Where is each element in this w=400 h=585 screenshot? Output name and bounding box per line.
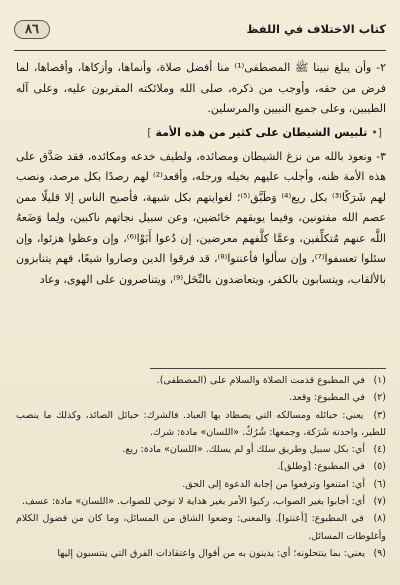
page-header	[14, 8, 386, 50]
footnotes	[16, 372, 386, 562]
footnote-text: في المطبوع: [أعنتوا]. والمعنى: وضعوا الشاق من المسائل، وما كان من فضول الكلام وأغلوطات المسائل.	[16, 513, 386, 542]
footnote-number: (٨)	[373, 513, 386, 525]
footnote-number: (٩)	[373, 547, 386, 559]
footnote	[16, 510, 386, 545]
footnote-text: أي: أجابوا بغير الصواب، ركبوا الأمر بغير هداية لا توخي للصواب. «اللسان» مادة: عسف.	[21, 496, 365, 508]
footnote-number: (٧)	[373, 496, 386, 508]
footnote-text: يعني: حبائله ومسالكه التي يصطاد بها العباد. فالشرك: حبائل الصائد، وكذلك ما ينصب للطير، واحدته شَرَكة، وجمعها: شُرُكٌ. «اللسان» مادة: شرك.	[16, 409, 386, 438]
footnote	[16, 458, 386, 475]
footnote-text: أي: امتنعوا وترفعوا من إجابة الدعوة إلى الحق.	[182, 478, 365, 490]
page-number: ٨٦	[14, 20, 50, 39]
footnote-text: في المطبوع: [وطلق].	[277, 461, 365, 473]
paragraph-3: ٣- ونعوذ بالله من نزغ الشيطان ومصائده، ولطيف خدعه ومكائده، فقد صَدَّق على هذه الأمة ظنه، وأجلب عليهم بخيله ورجله، وأقعد⁽²⁾ لهم رصدًا بكل مرصد، ونصب لهم شَرَكًا⁽³⁾ بكل ريع⁽⁴⁾ وَطَبَّق⁽⁵⁾؛ لغوايتهم بكل شبهة، فأصبح الناس إلا قليلًا ممن عصم الله مفتونين، وفيما يوبقهم خائضين، وعن سبيل نجاتهم ناكبين، ولِما وَضَعهُ اللَّه عنهم مُتكلِّفين، وعمَّا كلَّفهم معرضين، إن دُعوا أَبَوْا⁽⁶⁾، وإن وعظوا هزئوا، وإن سئلوا تعسفوا⁽⁷⁾، وإن سألوا فأعنتوا⁽⁸⁾، قد فرقوا الدين وصاروا شيعًا، فهم يتنابزون بالألقاب، ويتسابون بالكفر، ويتعاضدون بالنِّحَل⁽⁹⁾، ويتناصرون على الهوى، وعاد	[16, 149, 387, 286]
footnote-number: (٤)	[373, 444, 386, 456]
footnote	[16, 441, 386, 458]
footnote	[16, 476, 386, 493]
footnote	[16, 389, 386, 406]
footnote-text: في المطبوع: وقعد.	[289, 392, 365, 404]
section-heading	[16, 123, 386, 143]
footnote-text: يعني: بما ينتحلونه؛ أي: يدينون به من أقوال واعتقادات الفرق التي ينتسبون إليها	[57, 547, 365, 559]
footnote	[16, 545, 386, 562]
footnote-number: (٦)	[373, 478, 386, 490]
header-divider	[14, 50, 386, 51]
footnote	[16, 372, 386, 389]
footnote-text: في المطبوع قدمت الصلاة والسلام على (المصطفى).	[156, 375, 365, 386]
running-title: كتاب الاختلاف في اللفظ	[246, 22, 386, 36]
footnote-number: (٢)	[373, 392, 386, 404]
footnote-number: (٣)	[373, 409, 386, 421]
heading-close-bracket: ]	[147, 125, 152, 139]
section-heading-text: تلبيس الشيطان على كثير من هذه الأمة	[155, 125, 368, 139]
footnote	[16, 407, 386, 442]
footnote-number: (١)	[373, 375, 386, 386]
footnote-text: أي: بكل سبيل وطريق سلك أو لم يسلك. «اللسان» مادة: ريع.	[122, 444, 365, 456]
footnote-number: (٥)	[373, 461, 386, 473]
footnote	[16, 493, 386, 510]
main-text	[16, 58, 386, 293]
footnote-divider	[150, 368, 386, 369]
paragraph-2: ٢- وأن يبلغ نبينا ﷺ المصطفى⁽¹⁾ منا أفضل صلاة، وأنماها، وأزكاها، وأقصاها، لما فرض من حقه، وأوجب من ذكره، صلى الله وملائكته المقربون عليه، وعلى آله الطيبين، وعلى جميع النبيين والمرسلين.	[16, 61, 386, 115]
heading-open-bracket: [•	[371, 125, 382, 139]
